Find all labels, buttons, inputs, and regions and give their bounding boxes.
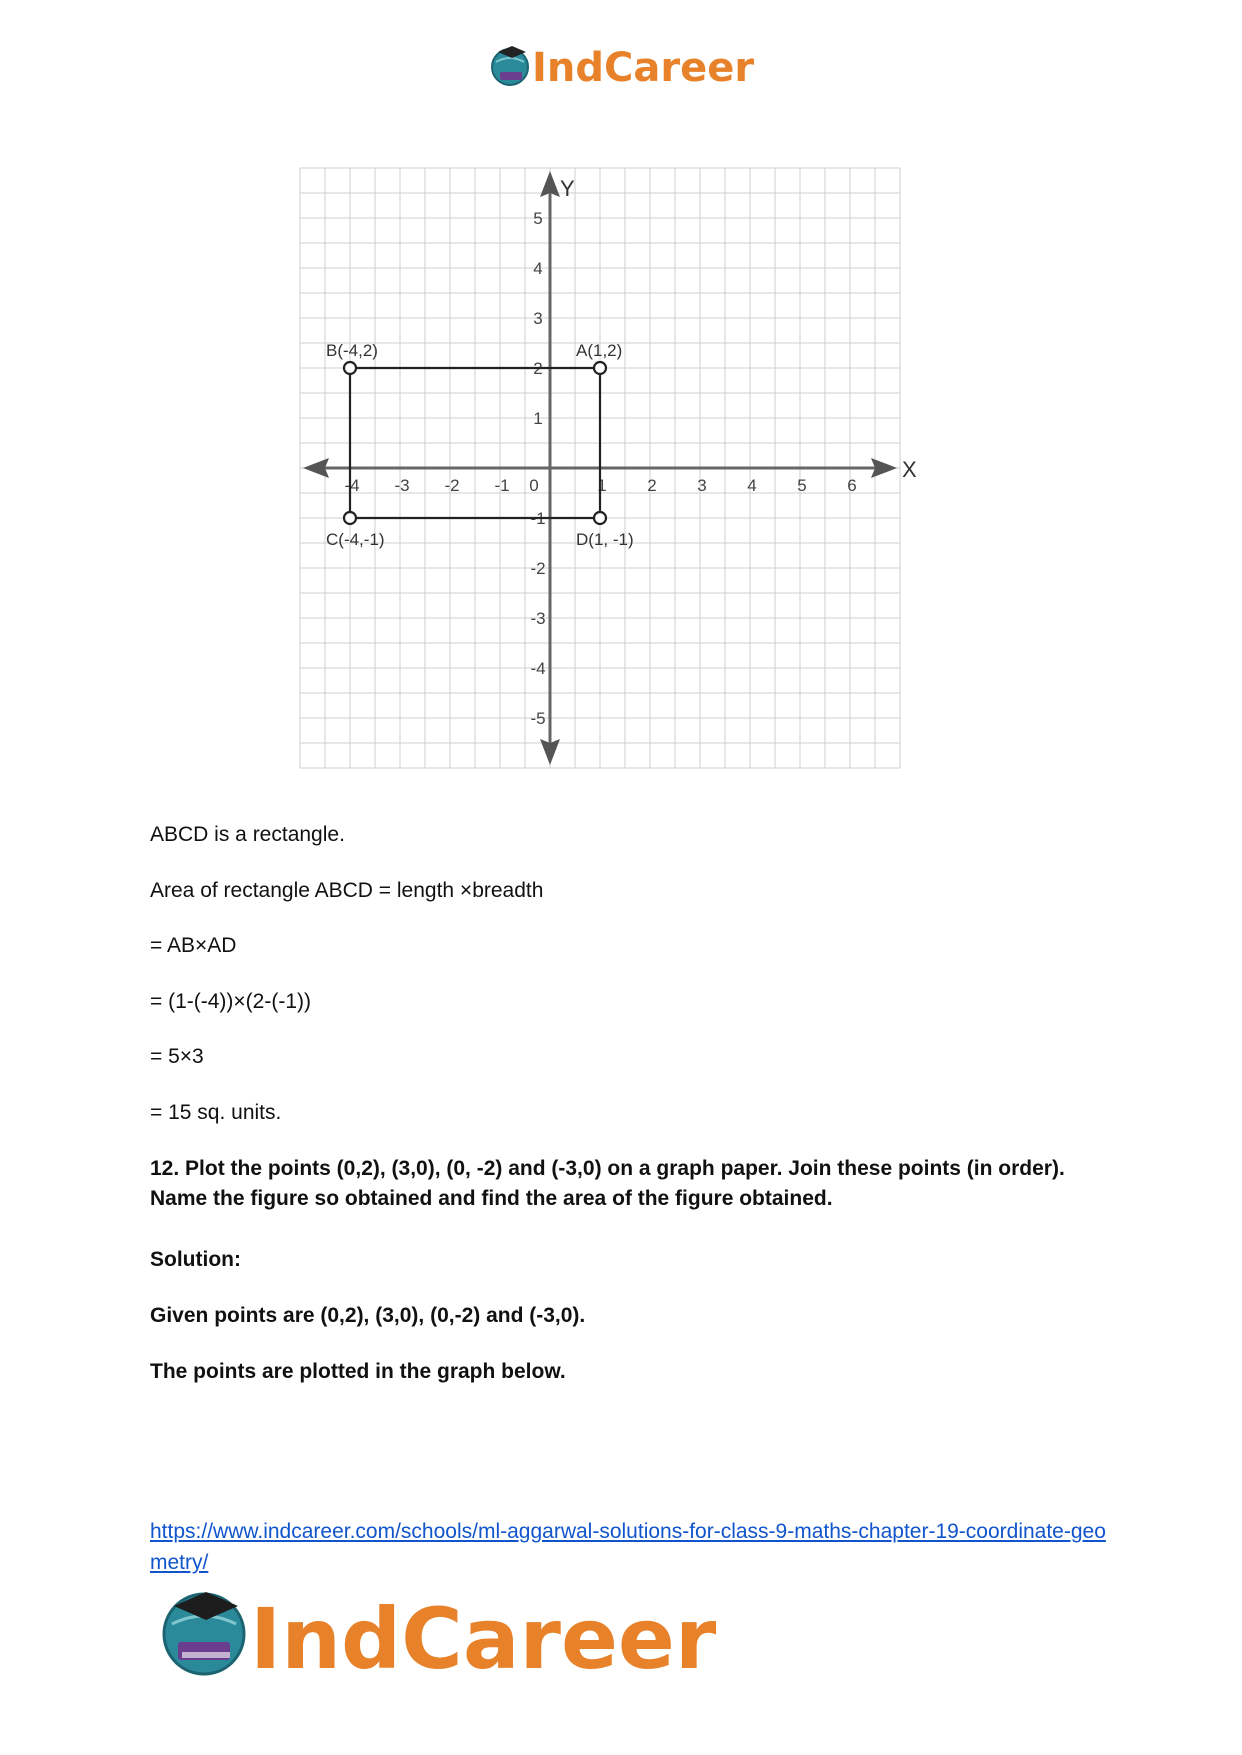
calc-step-3: = 5×3 bbox=[150, 1045, 204, 1068]
point-label: D(1, -1) bbox=[576, 530, 634, 549]
globe-icon bbox=[164, 1592, 244, 1674]
y-tick-label: -5 bbox=[530, 709, 546, 728]
plotted-note: The points are plotted in the graph below. bbox=[150, 1360, 566, 1383]
y-tick-label: -2 bbox=[530, 559, 546, 578]
header-logo bbox=[488, 40, 768, 94]
point-label: A(1,2) bbox=[576, 341, 623, 360]
point-label: C(-4,-1) bbox=[326, 530, 385, 549]
calc-result: = 15 sq. units. bbox=[150, 1101, 282, 1124]
calc-step-2: = (1-(-4))×(2-(-1)) bbox=[150, 990, 311, 1013]
x-tick-label: 3 bbox=[697, 476, 707, 495]
y-tick-label: 1 bbox=[533, 409, 543, 428]
x-axis-label: X bbox=[902, 457, 917, 482]
y-tick-label: 4 bbox=[533, 259, 543, 278]
header-brand-text: IndCareer bbox=[532, 45, 755, 91]
y-tick-label: -3 bbox=[530, 609, 546, 628]
y-tick-label: 2 bbox=[533, 359, 543, 378]
x-tick-label: 6 bbox=[847, 476, 857, 495]
data-point bbox=[594, 362, 606, 374]
globe-icon bbox=[492, 46, 528, 85]
data-point bbox=[594, 512, 606, 524]
x-tick-label: -3 bbox=[394, 476, 410, 495]
statement-rectangle: ABCD is a rectangle. bbox=[150, 823, 345, 846]
footer-brand-text: IndCareer bbox=[250, 1590, 717, 1688]
y-tick-label: -4 bbox=[530, 659, 546, 678]
area-formula: Area of rectangle ABCD = length ×breadth bbox=[150, 879, 544, 902]
x-tick-label: 1 bbox=[597, 476, 607, 495]
y-tick-label: -1 bbox=[530, 509, 546, 528]
x-tick-label: 2 bbox=[647, 476, 657, 495]
given-points: Given points are (0,2), (3,0), (0,-2) and (-3,0). bbox=[150, 1304, 586, 1327]
x-tick-label: -1 bbox=[494, 476, 510, 495]
point-label: B(-4,2) bbox=[326, 341, 378, 360]
x-tick-label: -4 bbox=[344, 476, 360, 495]
data-point bbox=[344, 512, 356, 524]
x-tick-label: 0 bbox=[529, 476, 539, 495]
y-axis-label: Y bbox=[560, 176, 575, 201]
data-point bbox=[344, 362, 356, 374]
y-tick-label: 3 bbox=[533, 309, 543, 328]
y-tick-label: 5 bbox=[533, 209, 543, 228]
footer-logo bbox=[158, 1582, 718, 1688]
coordinate-graph bbox=[300, 168, 917, 776]
question-12: 12. Plot the points (0,2), (3,0), (0, -2) and (-3,0) on a graph paper. Join these points (in order). Name the figure so obtained and find the area of the figure obtained. bbox=[150, 1157, 1065, 1210]
calc-step-1: = AB×AD bbox=[150, 934, 237, 957]
x-tick-label: 4 bbox=[747, 476, 757, 495]
x-tick-label: 5 bbox=[797, 476, 807, 495]
solution-label: Solution: bbox=[150, 1248, 241, 1271]
x-tick-label: -2 bbox=[444, 476, 460, 495]
source-link[interactable]: https://www.indcareer.com/schools/ml-aggarwal-solutions-for-class-9-maths-chapter-19-coordinate-geometry/ bbox=[150, 1520, 1106, 1574]
